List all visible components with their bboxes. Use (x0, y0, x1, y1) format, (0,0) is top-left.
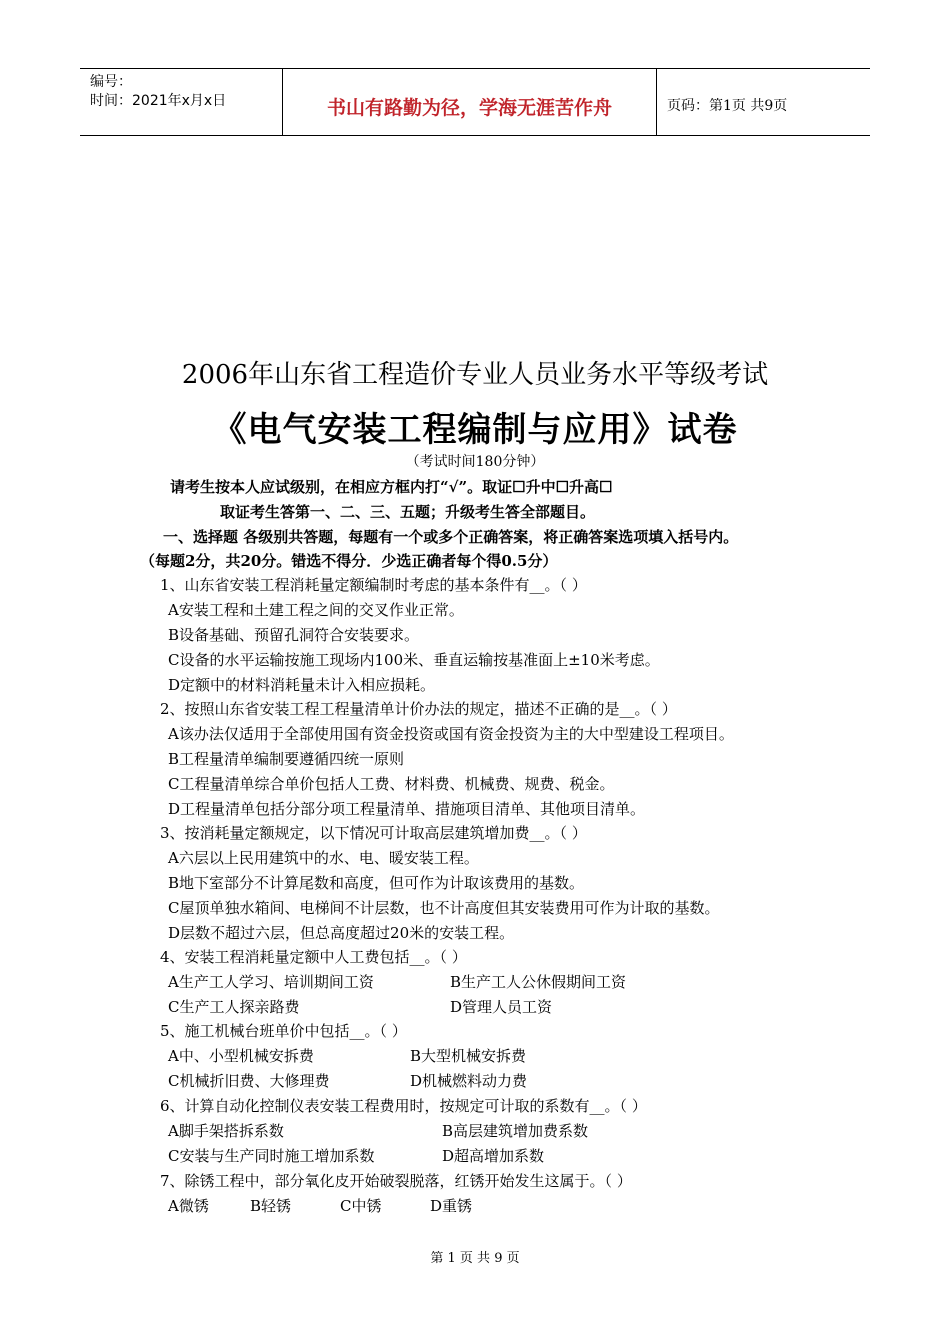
question-stem: 3、按消耗量定额规定，以下情况可计取高层建筑增加费__。（ ） (160, 824, 587, 842)
question-option: C设备的水平运输按施工现场内100米、垂直运输按基准面上±10米考虑。 (168, 651, 660, 669)
question-option: D管理人员工资 (450, 998, 553, 1016)
question-option: A微锈 (168, 1197, 209, 1215)
question-option: B轻锈 (250, 1197, 292, 1215)
question-stem: 6、计算自动化控制仪表安装工程费用时，按规定可计取的系数有__。（ ） (160, 1097, 647, 1115)
page-footer: 第 1 页 共 9 页 (430, 1251, 520, 1266)
question-option: D超高增加系数 (442, 1147, 545, 1165)
instruction-line-2: 取证考生答第一、二、三、五题；升级考生答全部题目。 (220, 503, 596, 521)
instruction-line-1: 请考生按本人应试级别，在相应方框内打“√”。取证☐升中☐升高☐ (170, 478, 613, 496)
motto: 书山有路勤为径，学海无涯苦作舟 (326, 97, 612, 119)
question-option: A六层以上民用建筑中的水、电、暖安装工程。 (168, 849, 479, 867)
doc-number-label: 编号： (90, 74, 132, 90)
doc-time: 时间：2021年x月x日 (90, 93, 227, 109)
section-1-title: 一、选择题 各级别共答题，每题有一个或多个正确答案，将正确答案选项填入括号内。 (163, 528, 739, 546)
question-option: D定额中的材料消耗量未计入相应损耗。 (168, 676, 436, 694)
page-number: 页码：第1页 共9页 (667, 98, 788, 114)
question-option: B大型机械安拆费 (410, 1047, 527, 1065)
exam-title: 2006年山东省工程造价专业人员业务水平等级考试 (181, 360, 769, 390)
question-option: C机械折旧费、大修理费 (168, 1072, 330, 1090)
question-option: C安装与生产同时施工增加系数 (168, 1147, 375, 1165)
question-stem: 5、施工机械台班单价中包括__。（ ） (160, 1022, 407, 1040)
question-option: D层数不超过六层，但总高度超过20米的安装工程。 (168, 924, 515, 942)
question-option: B设备基础、预留孔洞符合安装要求。 (168, 626, 420, 644)
question-option: D重锈 (430, 1197, 473, 1215)
question-option: A中、小型机械安拆费 (168, 1047, 314, 1065)
header-page-cell (657, 69, 870, 135)
page-header (80, 68, 870, 136)
question-stem: 1、山东省安装工程消耗量定额编制时考虑的基本条件有__。（ ） (160, 576, 587, 594)
question-option: A安装工程和土建工程之间的交叉作业正常。 (168, 601, 464, 619)
header-meta-cell (80, 69, 283, 135)
question-option: B工程量清单编制要遵循四统一原则 (168, 750, 405, 768)
question-option: A该办法仅适用于全部使用国有资金投资或国有资金投资为主的大中型建设工程项目。 (168, 725, 734, 743)
question-option: C工程量清单综合单价包括人工费、材料费、机械费、规费、税金。 (168, 775, 615, 793)
paper-title: 《电气安装工程编制与应用》试卷 (212, 410, 738, 450)
question-option: A脚手架搭拆系数 (168, 1122, 284, 1140)
question-option: B生产工人公休假期间工资 (450, 973, 627, 991)
question-option: D工程量清单包括分部分项工程量清单、措施项目清单、其他项目清单。 (168, 800, 646, 818)
header-motto-cell (283, 69, 657, 135)
question-option: C屋顶单独水箱间、电梯间不计层数，也不计高度但其安装费用可作为计取的基数。 (168, 899, 720, 917)
question-stem: 7、除锈工程中，部分氧化皮开始破裂脱落，红锈开始发生这属于。（ ） (160, 1172, 632, 1190)
question-option: B高层建筑增加费系数 (442, 1122, 589, 1140)
exam-duration: （考试时间180分钟） (405, 454, 545, 470)
question-stem: 4、安装工程消耗量定额中人工费包括__。（ ） (160, 948, 467, 966)
section-1-note: （每题2分，共20分。错选不得分．少选正确者每个得0.5分） (140, 552, 558, 570)
question-option: C生产工人探亲路费 (168, 998, 300, 1016)
question-stem: 2、按照山东省安装工程工程量清单计价办法的规定，描述不正确的是__。（ ） (160, 700, 677, 718)
question-option: A生产工人学习、培训期间工资 (168, 973, 374, 991)
question-option: B地下室部分不计算尾数和高度，但可作为计取该费用的基数。 (168, 874, 585, 892)
question-option: C中锈 (340, 1197, 382, 1215)
question-option: D机械燃料动力费 (410, 1072, 528, 1090)
